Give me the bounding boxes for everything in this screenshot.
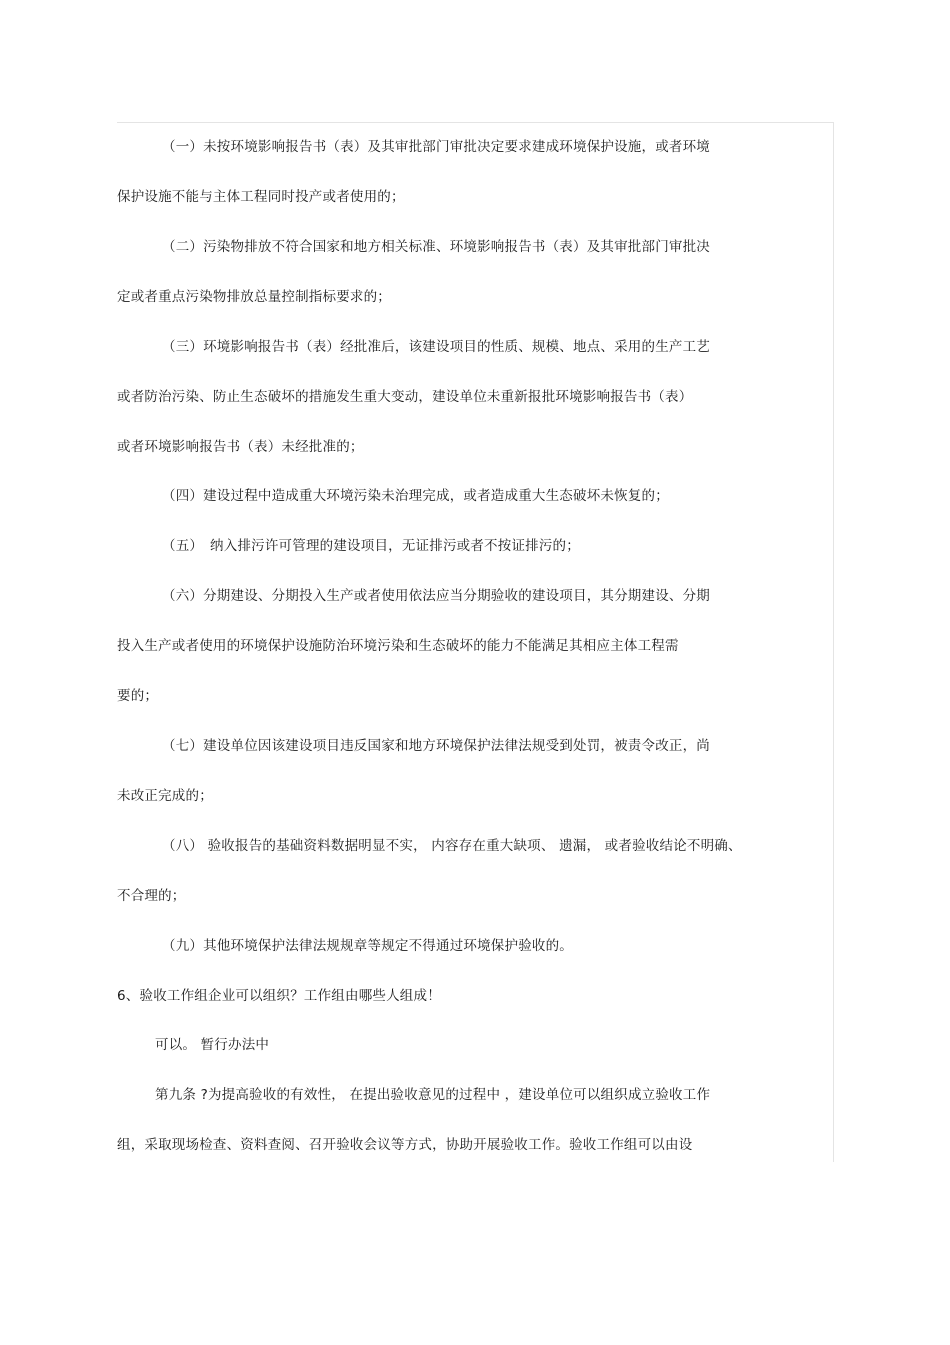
text-line: 或者环境影响报告书（表）未经批准的； (117, 439, 364, 455)
text-line: （九）其他环境保护法律法规规章等规定不得通过环境保护验收的。 (162, 938, 573, 954)
text-line: （八） 验收报告的基础资料数据明显不实， 内容存在重大缺项、 遗漏， 或者验收结论不明确、 (162, 838, 742, 854)
text-line: 保护设施不能与主体工程同时投产或者使用的； (117, 189, 405, 205)
page-border-right (833, 122, 834, 1162)
text-line: （六）分期建设、分期投入生产或者使用依法应当分期验收的建设项目，其分期建设、分期 (162, 588, 710, 604)
section-heading: 6、验收工作组企业可以组织？工作组由哪些人组成！ (117, 988, 441, 1004)
text-line: 定或者重点污染物排放总量控制指标要求的； (117, 289, 391, 305)
text-line: 要的； (117, 688, 159, 704)
text-line: 第九条 ?为提高验收的有效性， 在提出验收意见的过程中 ，建设单位可以组织成立验收工作 (155, 1087, 711, 1103)
text-line: 可以。 暂行办法中 (155, 1037, 270, 1053)
text-line: （一）未按环境影响报告书（表）及其审批部门审批决定要求建成环境保护设施，或者环境 (162, 139, 710, 155)
text-line: 或者防治污染、防止生态破坏的措施发生重大变动，建设单位未重新报批环境影响报告书（表） (117, 389, 693, 405)
text-line: （七）建设单位因该建设项目违反国家和地方环境保护法律法规受到处罚，被责令改正，尚 (162, 738, 710, 754)
text-line: （二）污染物排放不符合国家和地方相关标准、环境影响报告书（表）及其审批部门审批决 (162, 239, 710, 255)
text-line: 组，采取现场检查、资料查阅、召开验收会议等方式，协助开展验收工作。验收工作组可以由设 (117, 1137, 693, 1153)
text-line: （四）建设过程中造成重大环境污染未治理完成，或者造成重大生态破坏未恢复的； (162, 488, 669, 504)
text-line: 未改正完成的； (117, 788, 213, 804)
page-border-top (117, 122, 833, 123)
text-line: （五） 纳入排污许可管理的建设项目，无证排污或者不按证排污的； (162, 538, 580, 554)
text-line: 不合理的； (117, 888, 186, 904)
text-line: （三）环境影响报告书（表）经批准后，该建设项目的性质、规模、地点、采用的生产工艺 (162, 339, 710, 355)
text-line: 投入生产或者使用的环境保护设施防治环境污染和生态破坏的能力不能满足其相应主体工程需 (117, 638, 679, 654)
